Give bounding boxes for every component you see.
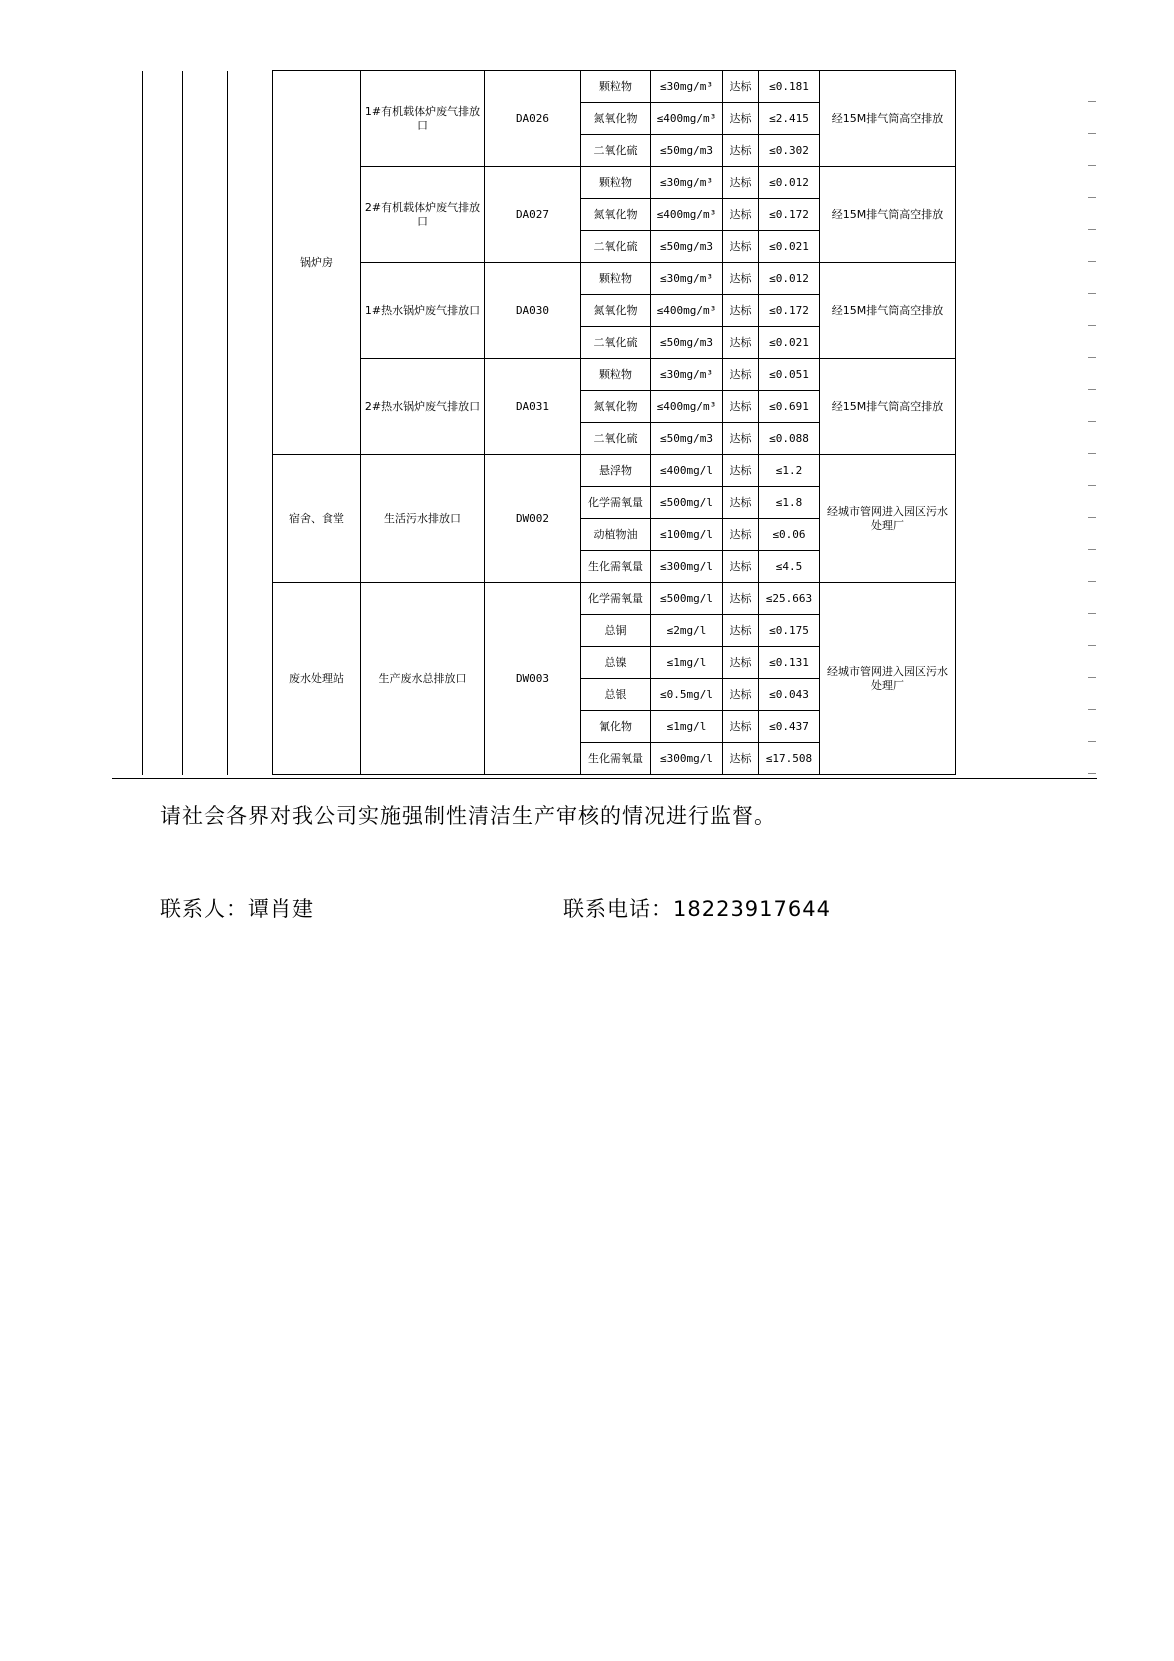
edge-tick bbox=[1088, 613, 1096, 614]
status-cell: 达标 bbox=[723, 231, 759, 263]
pollutant-cell: 颗粒物 bbox=[581, 167, 651, 199]
status-cell: 达标 bbox=[723, 359, 759, 391]
blank-col-2 bbox=[183, 71, 228, 775]
emissions-table-section bbox=[0, 70, 1174, 780]
table-row bbox=[143, 455, 1098, 487]
value-cell: ≤0.691 bbox=[759, 391, 820, 423]
limit-cell: ≤0.5mg/l bbox=[651, 679, 723, 711]
status-cell: 达标 bbox=[723, 487, 759, 519]
pollutant-cell: 悬浮物 bbox=[581, 455, 651, 487]
workshop-cell: 废水处理站 bbox=[273, 583, 361, 775]
value-cell: ≤0.131 bbox=[759, 647, 820, 679]
limit-cell: ≤400mg/l bbox=[651, 455, 723, 487]
supervision-note: 请社会各界对我公司实施强制性清洁生产审核的情况进行监督。 bbox=[160, 804, 776, 828]
edge-tick bbox=[1088, 581, 1096, 582]
status-cell: 达标 bbox=[723, 327, 759, 359]
limit-cell: ≤500mg/l bbox=[651, 583, 723, 615]
limit-cell: ≤1mg/l bbox=[651, 711, 723, 743]
value-cell: ≤0.012 bbox=[759, 263, 820, 295]
outlet-code-cell: DA030 bbox=[485, 263, 581, 359]
pollutant-cell: 二氧化硫 bbox=[581, 327, 651, 359]
value-cell: ≤0.181 bbox=[759, 71, 820, 103]
status-cell: 达标 bbox=[723, 391, 759, 423]
status-cell: 达标 bbox=[723, 455, 759, 487]
status-cell: 达标 bbox=[723, 711, 759, 743]
value-cell: ≤0.021 bbox=[759, 231, 820, 263]
limit-cell: ≤30mg/m³ bbox=[651, 167, 723, 199]
status-cell: 达标 bbox=[723, 583, 759, 615]
page-edge-ticks bbox=[1088, 70, 1096, 779]
status-cell: 达标 bbox=[723, 647, 759, 679]
contact-person: 联系人：谭肖建 bbox=[160, 897, 314, 921]
pollutant-cell: 总银 bbox=[581, 679, 651, 711]
outlet-name-cell: 1#热水锅炉废气排放口 bbox=[361, 263, 485, 359]
limit-cell: ≤50mg/m3 bbox=[651, 135, 723, 167]
edge-tick bbox=[1088, 421, 1096, 422]
discharge-method-cell: 经15M排气筒高空排放 bbox=[820, 263, 956, 359]
limit-cell: ≤300mg/l bbox=[651, 743, 723, 775]
discharge-method-cell: 经城市管网进入园区污水处理厂 bbox=[820, 455, 956, 583]
limit-cell: ≤100mg/l bbox=[651, 519, 723, 551]
outlet-name-cell: 生活污水排放口 bbox=[361, 455, 485, 583]
table-body bbox=[143, 71, 1098, 775]
edge-tick bbox=[1088, 325, 1096, 326]
edge-tick bbox=[1088, 357, 1096, 358]
pollutant-cell: 生化需氧量 bbox=[581, 551, 651, 583]
limit-cell: ≤500mg/l bbox=[651, 487, 723, 519]
outlet-name-cell: 2#有机载体炉废气排放口 bbox=[361, 167, 485, 263]
status-cell: 达标 bbox=[723, 519, 759, 551]
limit-cell: ≤400mg/m³ bbox=[651, 103, 723, 135]
value-cell: ≤0.043 bbox=[759, 679, 820, 711]
value-cell: ≤0.172 bbox=[759, 295, 820, 327]
outlet-code-cell: DA027 bbox=[485, 167, 581, 263]
pollutant-cell: 氮氧化物 bbox=[581, 199, 651, 231]
outlet-code-cell: DA031 bbox=[485, 359, 581, 455]
discharge-method-cell: 经15M排气筒高空排放 bbox=[820, 359, 956, 455]
workshop-cell: 锅炉房 bbox=[273, 71, 361, 455]
outlet-code-cell: DW002 bbox=[485, 455, 581, 583]
status-cell: 达标 bbox=[723, 743, 759, 775]
edge-tick bbox=[1088, 741, 1096, 742]
blank-col-3 bbox=[228, 71, 273, 775]
value-cell: ≤0.088 bbox=[759, 423, 820, 455]
status-cell: 达标 bbox=[723, 71, 759, 103]
value-cell: ≤0.437 bbox=[759, 711, 820, 743]
limit-cell: ≤400mg/m³ bbox=[651, 391, 723, 423]
pollutant-cell: 氮氧化物 bbox=[581, 391, 651, 423]
value-cell: ≤1.8 bbox=[759, 487, 820, 519]
status-cell: 达标 bbox=[723, 103, 759, 135]
pollutant-cell: 二氧化硫 bbox=[581, 231, 651, 263]
edge-tick bbox=[1088, 485, 1096, 486]
emissions-table bbox=[142, 70, 1098, 775]
contact-phone: 联系电话：18223917644 bbox=[563, 897, 831, 921]
pollutant-cell: 二氧化硫 bbox=[581, 135, 651, 167]
pollutant-cell: 化学需氧量 bbox=[581, 583, 651, 615]
blank-col-last bbox=[956, 167, 1098, 263]
value-cell: ≤0.021 bbox=[759, 327, 820, 359]
edge-tick bbox=[1088, 645, 1096, 646]
outlet-code-cell: DW003 bbox=[485, 583, 581, 775]
limit-cell: ≤50mg/m3 bbox=[651, 231, 723, 263]
edge-tick bbox=[1088, 133, 1096, 134]
outlet-code-cell: DA026 bbox=[485, 71, 581, 167]
edge-tick bbox=[1088, 293, 1096, 294]
outlet-name-cell: 生产废水总排放口 bbox=[361, 583, 485, 775]
table-row bbox=[143, 583, 1098, 615]
pollutant-cell: 化学需氧量 bbox=[581, 487, 651, 519]
table-row bbox=[143, 71, 1098, 103]
edge-tick bbox=[1088, 229, 1096, 230]
blank-col-last bbox=[956, 71, 1098, 167]
status-cell: 达标 bbox=[723, 551, 759, 583]
edge-tick bbox=[1088, 549, 1096, 550]
value-cell: ≤1.2 bbox=[759, 455, 820, 487]
pollutant-cell: 颗粒物 bbox=[581, 263, 651, 295]
pollutant-cell: 氰化物 bbox=[581, 711, 651, 743]
pollutant-cell: 二氧化硫 bbox=[581, 423, 651, 455]
pollutant-cell: 颗粒物 bbox=[581, 71, 651, 103]
pollutant-cell: 氮氧化物 bbox=[581, 295, 651, 327]
limit-cell: ≤1mg/l bbox=[651, 647, 723, 679]
status-cell: 达标 bbox=[723, 423, 759, 455]
edge-tick bbox=[1088, 101, 1096, 102]
value-cell: ≤0.302 bbox=[759, 135, 820, 167]
pollutant-cell: 生化需氧量 bbox=[581, 743, 651, 775]
status-cell: 达标 bbox=[723, 135, 759, 167]
limit-cell: ≤30mg/m³ bbox=[651, 71, 723, 103]
outlet-name-cell: 2#热水锅炉废气排放口 bbox=[361, 359, 485, 455]
value-cell: ≤0.172 bbox=[759, 199, 820, 231]
edge-tick bbox=[1088, 773, 1096, 774]
edge-tick bbox=[1088, 261, 1096, 262]
discharge-method-cell: 经城市管网进入园区污水处理厂 bbox=[820, 583, 956, 775]
value-cell: ≤0.175 bbox=[759, 615, 820, 647]
status-cell: 达标 bbox=[723, 295, 759, 327]
edge-tick bbox=[1088, 389, 1096, 390]
value-cell: ≤0.06 bbox=[759, 519, 820, 551]
pollutant-cell: 总镍 bbox=[581, 647, 651, 679]
status-cell: 达标 bbox=[723, 167, 759, 199]
value-cell: ≤0.051 bbox=[759, 359, 820, 391]
edge-tick bbox=[1088, 165, 1096, 166]
limit-cell: ≤30mg/m³ bbox=[651, 359, 723, 391]
value-cell: ≤2.415 bbox=[759, 103, 820, 135]
status-cell: 达标 bbox=[723, 679, 759, 711]
status-cell: 达标 bbox=[723, 615, 759, 647]
limit-cell: ≤400mg/m³ bbox=[651, 295, 723, 327]
edge-tick bbox=[1088, 517, 1096, 518]
pollutant-cell: 氮氧化物 bbox=[581, 103, 651, 135]
limit-cell: ≤30mg/m³ bbox=[651, 263, 723, 295]
blank-col-last bbox=[956, 263, 1098, 359]
table-bottom-rule bbox=[112, 778, 1097, 779]
outlet-name-cell: 1#有机载体炉废气排放口 bbox=[361, 71, 485, 167]
blank-col-last bbox=[956, 455, 1098, 583]
status-cell: 达标 bbox=[723, 199, 759, 231]
blank-col-last bbox=[956, 359, 1098, 455]
blank-col-1 bbox=[143, 71, 183, 775]
edge-tick bbox=[1088, 197, 1096, 198]
pollutant-cell: 动植物油 bbox=[581, 519, 651, 551]
limit-cell: ≤300mg/l bbox=[651, 551, 723, 583]
edge-tick bbox=[1088, 709, 1096, 710]
edge-tick bbox=[1088, 677, 1096, 678]
pollutant-cell: 颗粒物 bbox=[581, 359, 651, 391]
discharge-method-cell: 经15M排气筒高空排放 bbox=[820, 71, 956, 167]
pollutant-cell: 总铜 bbox=[581, 615, 651, 647]
status-cell: 达标 bbox=[723, 263, 759, 295]
limit-cell: ≤50mg/m3 bbox=[651, 423, 723, 455]
value-cell: ≤25.663 bbox=[759, 583, 820, 615]
value-cell: ≤17.508 bbox=[759, 743, 820, 775]
discharge-method-cell: 经15M排气筒高空排放 bbox=[820, 167, 956, 263]
workshop-cell: 宿舍、食堂 bbox=[273, 455, 361, 583]
blank-col-last bbox=[956, 583, 1098, 775]
limit-cell: ≤2mg/l bbox=[651, 615, 723, 647]
limit-cell: ≤400mg/m³ bbox=[651, 199, 723, 231]
edge-tick bbox=[1088, 453, 1096, 454]
value-cell: ≤0.012 bbox=[759, 167, 820, 199]
value-cell: ≤4.5 bbox=[759, 551, 820, 583]
limit-cell: ≤50mg/m3 bbox=[651, 327, 723, 359]
